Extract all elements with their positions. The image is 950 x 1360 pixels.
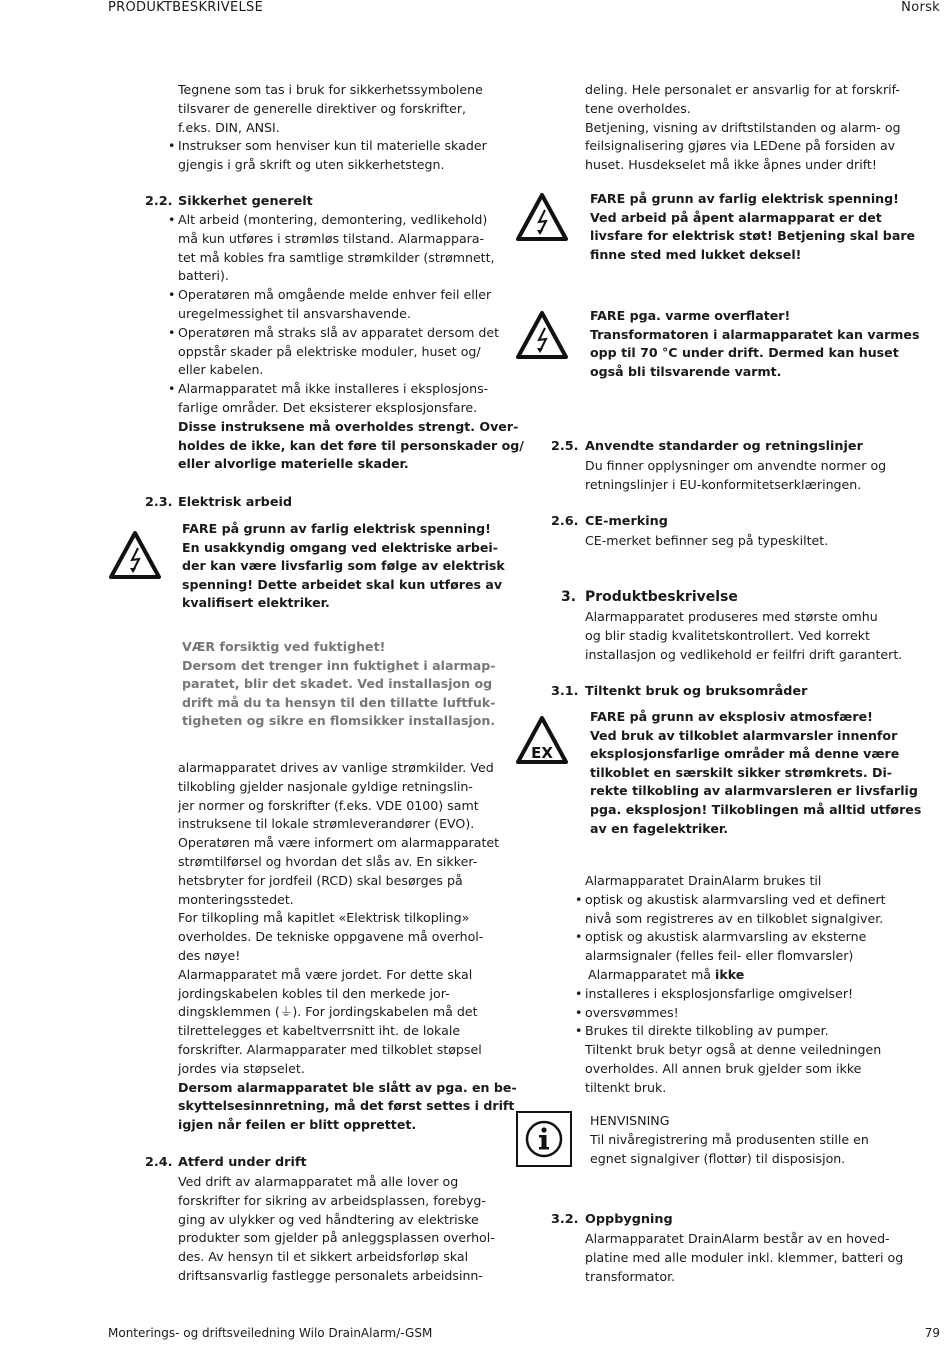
list-item: • Operatøren må straks slå av apparatet dersom det oppstår skader på elektriske moduler, huset og/ eller kabelen. xyxy=(178,324,524,380)
danger-warning-text: FARE på grunn av farlig elektrisk spenning! En usakkyndig omgang ved elektriske arbei- der kan være livsfarlig som følge av elektrisk spenning! Dette arbeidet skal kun utføres av kvalifisert elektriker. xyxy=(182,521,505,611)
section-body: Alarmapparatet DrainAlarm består av en hoved- platine med alle moduler inkl. klemmer, batteri og transformator. xyxy=(585,1231,904,1284)
electric-warning-icon xyxy=(515,192,569,242)
section-body xyxy=(178,211,524,474)
list-item: • optisk og akustisk alarmvarsling ved et definert nivå som registreres av en tilkoblet signalgiver. xyxy=(585,891,886,929)
section-number: 3.2. xyxy=(551,1212,579,1227)
section-number: 3.1. xyxy=(551,684,579,699)
info-icon xyxy=(515,1110,573,1168)
list-item: • oversvømmes! xyxy=(585,1004,886,1023)
language-label: Norsk xyxy=(901,0,940,15)
section-body: CE-merket befinner seg på typeskiltet. xyxy=(585,533,829,548)
footer-title: Monterings- og driftsveiledning Wilo DrainAlarm/-GSM xyxy=(108,1326,433,1340)
intro-paragraph: Tegnene som tas i bruk for sikkerhetssymbolene tilsvarer de generelle direktiver og forskrifter, f.eks. DIN, ANSI. • Instrukser som henviser kun til materielle skader gjengis i grå skrift og uten sikkerhetstegn. xyxy=(178,81,487,175)
section-title: Sikkerhet generelt xyxy=(178,194,313,209)
danger-warning-text: FARE på grunn av farlig elektrisk spenning! Ved arbeid på åpent alarmapparat er det livsfare for elektrisk støt! Betjening skal bare finne sted med lukket deksel! xyxy=(590,191,916,262)
note-block: HENVISNING Til nivåregistrering må produsenten stille en egnet signalgiver (flottør) til disposisjon. xyxy=(590,1113,869,1166)
section-title: Elektrisk arbeid xyxy=(178,495,293,510)
section-number: 2.3. xyxy=(145,495,173,510)
list-item: • Brukes til direkte tilkobling av pumper. xyxy=(585,1022,886,1041)
section-body: Alarmapparatet produseres med største omhu og blir stadig kvalitetskontrollert. Ved korrekt installasjon og vedlikehold er feilfri drift garantert. xyxy=(585,609,903,662)
section-title: CE-merking xyxy=(585,514,668,529)
running-header: PRODUKTBESKRIVELSE xyxy=(108,0,264,15)
section-title: Atferd under drift xyxy=(178,1155,307,1170)
hot-surface-warning-text: FARE pga. varme overflater! Transformatoren i alarmapparatet kan varmes opp til 70 °C under drift. Dermed kan huset også bli tilsvarende varmt. xyxy=(590,308,920,379)
list-item: • Alt arbeid (montering, demontering, vedlikehold) må kun utføres i strømløs tilstand. Alarmappara- tet må kobles fra samtlige strømkilder (strømnett, batteri). xyxy=(178,211,524,286)
list-item: • optisk og akustisk alarmvarsling av eksterne alarmsignaler (felles feil- eller flomvarsler) xyxy=(585,928,886,966)
explosion-warning-icon xyxy=(515,715,569,765)
bold-notice: Dersom alarmapparatet ble slått av pga. en be- skyttelsesinnretning, må det først settes i drift igjen når feilen er blitt opprettet. xyxy=(178,1079,517,1133)
section-body: Du finner opplysninger om anvendte normer og retningslinjer i EU-konformitetserklæringen. xyxy=(585,458,887,492)
section-title: Anvendte standarder og retningslinjer xyxy=(585,439,863,454)
svg-text:EX: EX xyxy=(531,744,553,762)
caution-text: VÆR forsiktig ved fuktighet! Dersom det trenger inn fuktighet i alarmap- paratet, blir det skadet. Ved installasjon og drift må du ta hensyn til den tillatte luftfuk- tigheten og sikre en flomsikker installasjon. xyxy=(182,639,496,729)
continued-paragraph: deling. Hele personalet er ansvarlig for at forskrif- tene overholdes. Betjening, visning av driftstilstanden og alarm- og feilsignalisering gjøres via LEDene på forsiden av huset. Husdekselet må ikke åpnes under drift! xyxy=(585,82,901,173)
section-title: Tiltenkt bruk og bruksområder xyxy=(585,684,808,699)
intended-use-text: Alarmapparatet DrainAlarm brukes til • optisk og akustisk alarmvarsling ved et definert nivå som registreres av en tilkoblet signalgiver. • optisk og akustisk alarmvarsling av eksterne alarmsignaler (felles feil- eller flomvarsler) Alarmapparatet må ikke • installeres i eksplosjonsfarlige omgivelser! • oversvømmes! • Brukes til direkte tilkobling av pumper. Tiltenkt bruk betyr også at denne veiledningen overholdes. All annen bruk gjelder som ikke tiltenkt bruk. xyxy=(585,872,886,1098)
section-number: 2.2. xyxy=(145,194,173,209)
section-body: alarmapparatet drives av vanlige strømkilder. Ved tilkobling gjelder nasjonale gyldige retningslin- jer normer og forskrifter (f.eks. VDE 0100) samt instruksene til lokale strømleverandører (EVO). Operatøren må være informert om alarmapparatet strømtilførsel og hvordan det slås av. En sikker- hetsbryter for jordfeil (RCD) skal besørges på monteringsstedet. For tilkopling må kapitlet «Elektrisk tilkopling» overholdes. De tekniske oppgavene må overhol- des nøye! Alarmapparatet må være jordet. For dette skal jordingskabelen kobles til den merkede jor- dingsklemmen (⏚). For jordingskabelen må det tilrettelegges et kabeltverrsnitt iht. de lokale forskrifter. Alarmapparater med tilkoblet støpsel jordes via støpselet. Dersom alarmapparatet ble slått av pga. en be- skyttelsesinnretning, må det først settes i drift igjen når feilen er blitt opprettet. xyxy=(178,759,517,1135)
electric-warning-icon xyxy=(108,530,162,580)
section-body: Ved drift av alarmapparatet må alle lover og forskrifter for sikring av arbeidsplassen, forebyg- ging av ulykker og ved håndtering av elektriske produkter som gjelder på anleggsplassen overhol- des. Av hensyn til et sikkert arbeidsforløp skal driftsansvarlig fastlegge personalets arbeidsinn- xyxy=(178,1174,495,1283)
section-title: Oppbygning xyxy=(585,1212,673,1227)
chapter-number: 3. xyxy=(561,589,577,605)
list-item: • installeres i eksplosjonsfarlige omgivelser! xyxy=(585,985,886,1004)
section-number: 2.6. xyxy=(551,514,579,529)
bold-notice: Disse instruksene må overholdes strengt. Over- holdes de ikke, kan det føre til personskader og/ eller alvorlige materielle skader. xyxy=(178,418,524,472)
electric-warning-icon xyxy=(515,310,569,360)
section-number: 2.4. xyxy=(145,1155,173,1170)
list-item: • Operatøren må omgående melde enhver feil eller uregelmessighet til ansvarshavende. xyxy=(178,286,524,324)
chapter-title: Produktbeskrivelse xyxy=(585,589,738,605)
list-item: • Alarmapparatet må ikke installeres i eksplosjons- farlige områder. Det eksisterer eksplosjonsfare. xyxy=(178,380,524,418)
explosion-warning-text: FARE på grunn av eksplosiv atmosfære! Ved bruk av tilkoblet alarmvarsler innenfor eksplosjonsfarlige områder må denne være tilkoblet en særskilt sikker strømkrets. Di- rekte tilkobling av alarmvarsleren er livsfarlig pga. eksplosjon! Tilkoblingen må alltid utføres av en fagelektriker. xyxy=(590,709,922,836)
list-item: • Instrukser som henviser kun til materielle skader gjengis i grå skrift og uten sikkerhetstegn. xyxy=(178,137,487,175)
section-number: 2.5. xyxy=(551,439,579,454)
note-title: HENVISNING xyxy=(590,1113,670,1128)
page-number: 79 xyxy=(924,1326,940,1340)
